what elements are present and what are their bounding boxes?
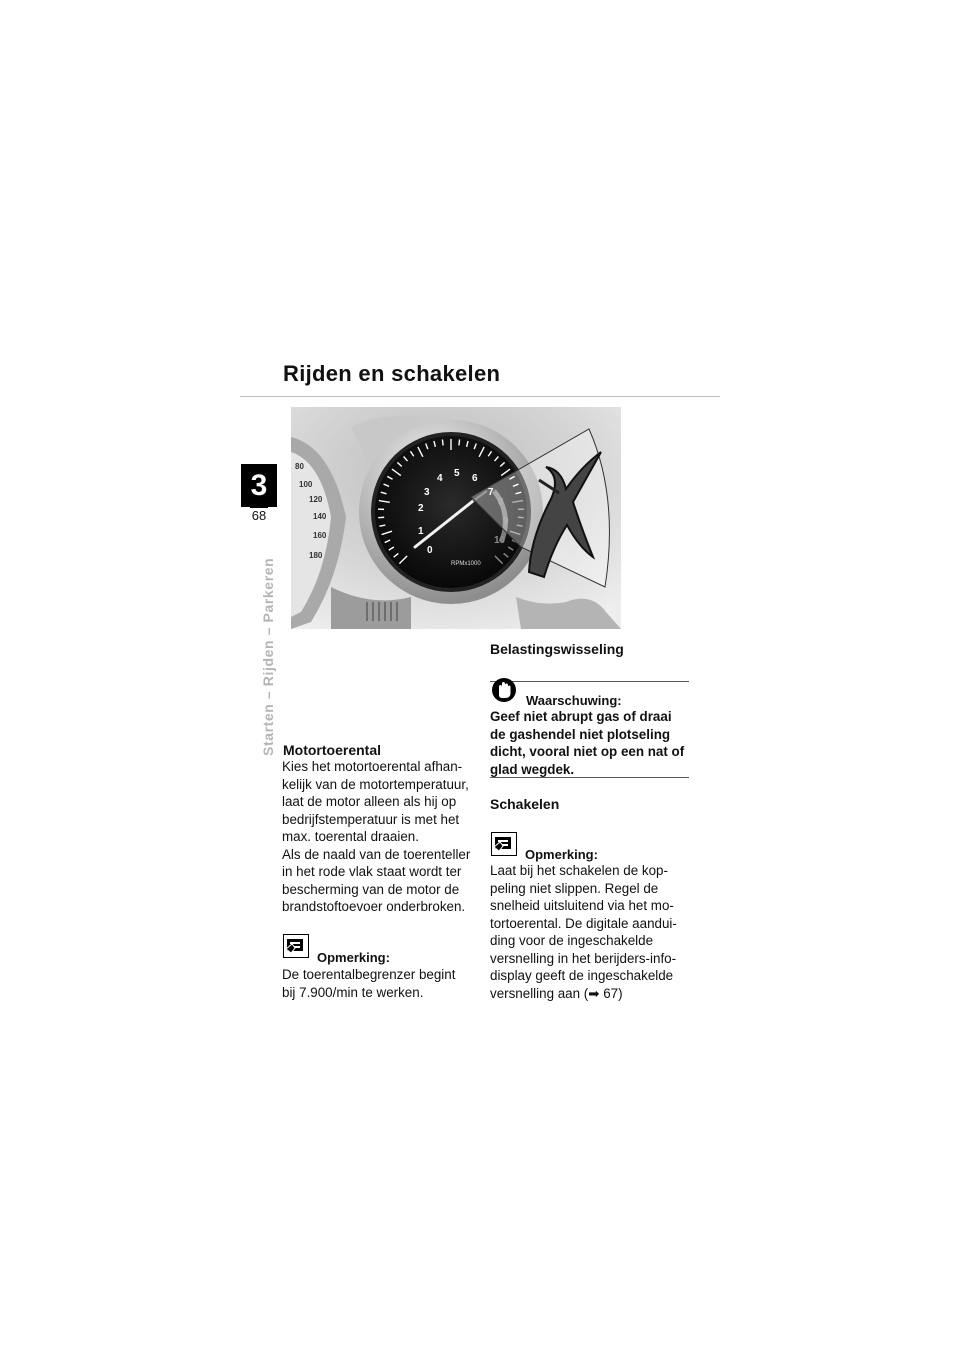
speed-label: 80 xyxy=(295,462,304,471)
speed-label: 180 xyxy=(309,551,323,560)
gauge-number: 0 xyxy=(427,545,433,556)
tachometer-photo xyxy=(291,407,621,629)
speed-label: 120 xyxy=(309,495,323,504)
text-line: Geef niet abrupt gas of draai xyxy=(490,709,672,724)
text-line: brandstoftoevoer onderbroken. xyxy=(282,899,466,914)
section-heading-motortoerental: Motortoerental xyxy=(283,742,381,758)
text-line: bij 7.900/min te werken. xyxy=(282,984,424,1000)
gauge-number: 6 xyxy=(472,473,478,484)
text-line: De toerentalbegrenzer begint xyxy=(282,967,456,982)
chapter-number: 3 xyxy=(241,464,277,507)
text-line: glad wegdek. xyxy=(490,761,575,777)
speed-label: 140 xyxy=(313,512,327,521)
text-line: display geeft de ingeschakelde xyxy=(490,968,674,983)
gauge-number: 7 xyxy=(488,487,494,498)
chapter-side-label: Starten – Rijden – Parkeren xyxy=(260,557,276,756)
page-title: Rijden en schakelen xyxy=(283,361,501,386)
text-line: kelijk van de motortemperatuur, xyxy=(282,776,469,792)
text-line: de gashendel niet plotseling xyxy=(490,726,671,742)
gauge-number: 5 xyxy=(454,468,460,479)
text-line: in het rode vlak staat wordt ter xyxy=(282,864,462,879)
gauge-number: 2 xyxy=(418,503,424,514)
note-title-left: Opmerking: xyxy=(317,950,390,965)
page-number: 68 xyxy=(251,508,267,523)
section-heading-belastingswisseling: Belastingswisseling xyxy=(490,641,624,657)
text-line: max. toerental draaien. xyxy=(282,829,419,844)
note-text-right xyxy=(490,862,695,1002)
hand-warning-icon xyxy=(491,677,517,703)
text-line: Als de naald van de toerenteller xyxy=(282,846,471,862)
text-line: bedrijfstemperatuur is met het xyxy=(282,811,460,827)
text-line: bescherming van de motor de xyxy=(282,881,460,897)
gauge-number: 8 xyxy=(498,497,504,508)
gauge-unit: RPMx1000 xyxy=(451,561,481,567)
gauge-number: 10 xyxy=(494,535,506,546)
note-text-left xyxy=(282,966,472,1001)
warning-bottom-rule xyxy=(490,777,689,778)
text-line: versnelling in het berijders-info- xyxy=(490,950,677,966)
speed-label: 160 xyxy=(313,531,327,540)
warning-text xyxy=(490,708,695,778)
title-divider xyxy=(240,396,720,397)
gauge-number: 9 xyxy=(503,516,509,527)
speed-label: 100 xyxy=(299,480,313,489)
note-title-right: Opmerking: xyxy=(525,847,598,862)
gauge-number: 3 xyxy=(424,487,430,498)
text-line: peling niet slippen. Regel de xyxy=(490,880,659,896)
text-line: laat de motor alleen als hij op xyxy=(282,794,457,809)
motortoerental-text xyxy=(282,758,472,916)
tick-mark xyxy=(459,440,460,446)
section-heading-schakelen: Schakelen xyxy=(490,796,560,812)
text-line: Laat bij het schakelen de kop- xyxy=(490,863,668,878)
text-line: ding voor de ingeschakelde xyxy=(490,933,654,948)
tick-mark xyxy=(442,440,443,446)
text-line: snelheid uitsluitend via het mo- xyxy=(490,898,674,913)
text-line: Kies het motortoerental afhan- xyxy=(282,759,463,774)
text-line: versnelling aan (➡ 67) xyxy=(490,985,623,1001)
text-line: tortoerental. De digitale aandui- xyxy=(490,915,677,931)
gauge-number: 1 xyxy=(418,526,424,537)
text-line: dicht, vooral niet op een nat of xyxy=(490,744,685,759)
note-icon xyxy=(491,832,517,856)
gauge-number: 4 xyxy=(437,473,443,484)
note-icon xyxy=(283,934,309,958)
warning-title: Waarschuwing: xyxy=(526,693,622,708)
warning-top-rule xyxy=(490,681,689,682)
